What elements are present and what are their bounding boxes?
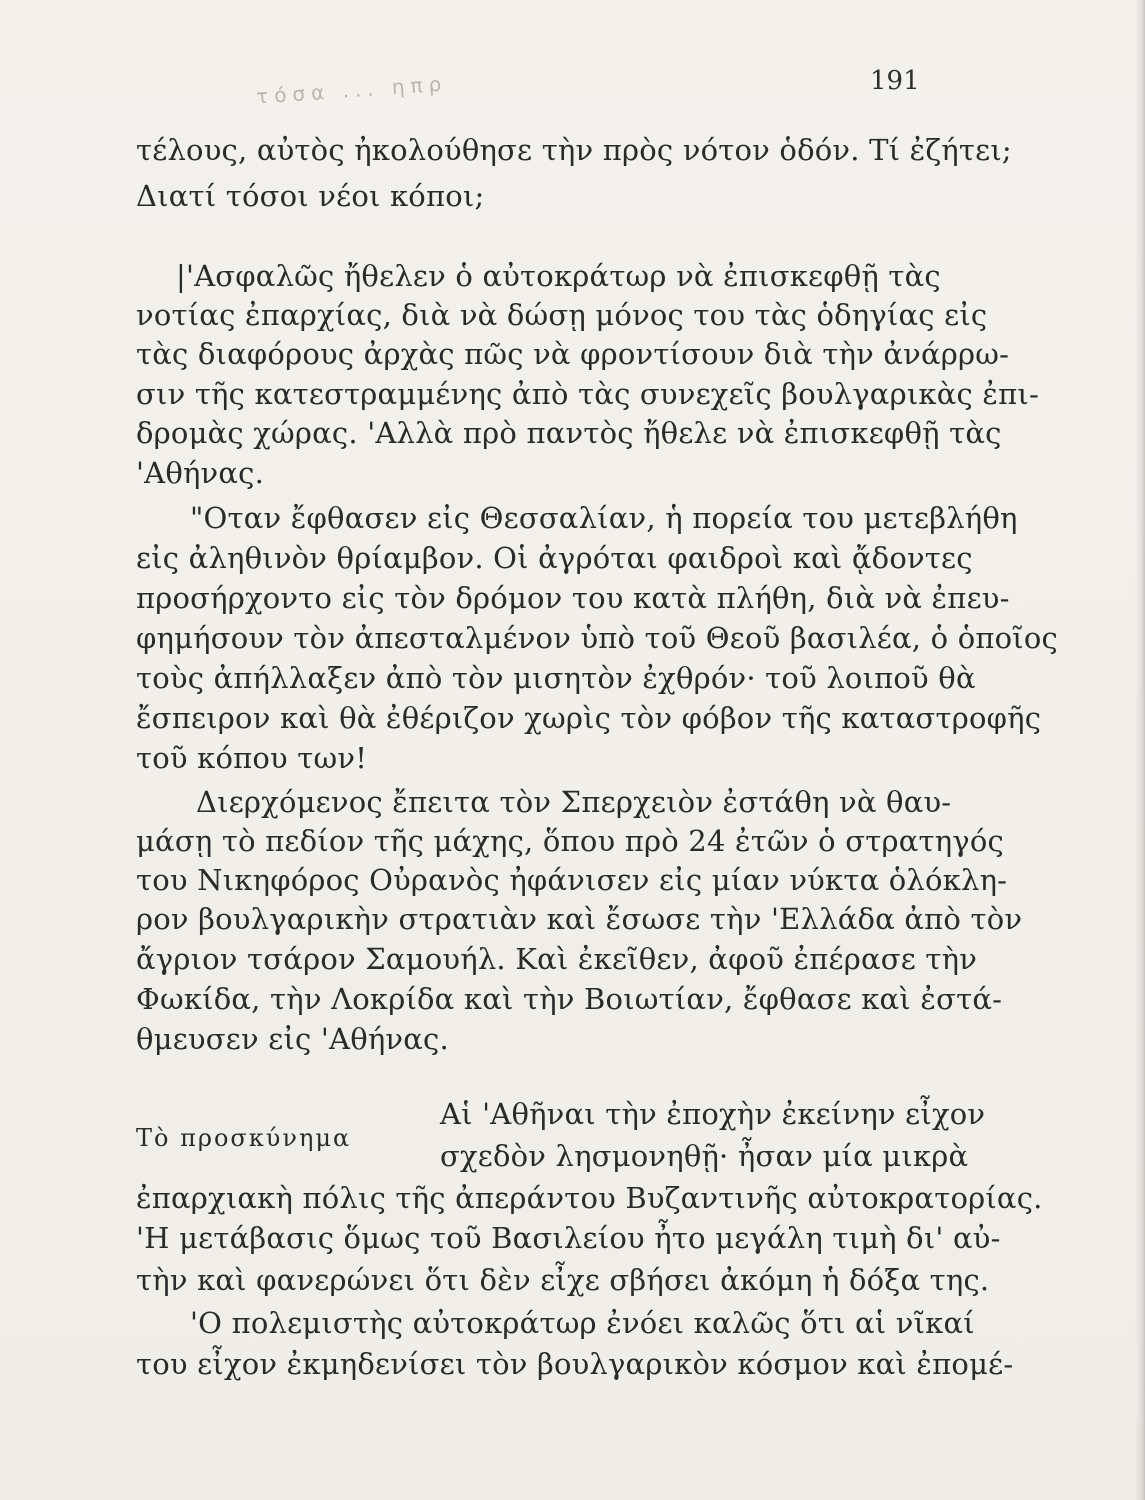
text-line: σχεδὸν λησμονηθῇ· ἦσαν μία μικρὰ bbox=[440, 1139, 969, 1173]
text-line: μάσῃ τὸ πεδίον τῆς μάχης, ὅπου πρὸ 24 ἐτῶν ὁ στρατηγός bbox=[136, 824, 1004, 858]
text-line: 'Αθήνας. bbox=[136, 456, 265, 490]
text-line: "Οταν ἔφθασεν εἰς Θεσσαλίαν, ἡ πορεία του μετεβλήθη bbox=[190, 501, 1018, 535]
text-line: τοὺς ἀπήλλαξεν ἀπὸ τὸν μισητὸν ἐχθρόν· τοῦ λοιποῦ θὰ bbox=[136, 661, 976, 695]
text-line: 'Ο πολεμιστὴς αὐτοκράτωρ ἐνόει καλῶς ὅτι αἱ νῖκαί bbox=[190, 1306, 975, 1340]
text-line: τὰς διαφόρους ἀρχὰς πῶς νὰ φροντίσουν διὰ τὴν ἀνάρρω- bbox=[136, 337, 1010, 371]
text-line: εἰς ἀληθινὸν θρίαμβον. Οἱ ἀγρόται φαιδροὶ καὶ ᾄδοντες bbox=[136, 541, 973, 575]
text-line: θμευσεν εἰς 'Αθήνας. bbox=[136, 1022, 449, 1056]
text-line: ρον βουλγαρικὴν στρατιὰν καὶ ἔσωσε τὴν 'Ελλάδα ἀπὸ τὸν bbox=[136, 902, 1023, 936]
text-line: Φωκίδα, τὴν Λοκρίδα καὶ τὴν Βοιωτίαν, ἔφθασε καὶ ἐστά- bbox=[136, 982, 1003, 1016]
text-line: του εἶχον ἐκμηδενίσει τὸν βουλγαρικὸν κόσμον καὶ ἐπομέ- bbox=[136, 1347, 1014, 1381]
text-line: ἐπαρχιακὴ πόλις τῆς ἀπεράντου Βυζαντινῆς αὐτοκρατορίας. bbox=[136, 1181, 1043, 1215]
text-line: δρομὰς χώρας. 'Αλλὰ πρὸ παντὸς ἤθελε νὰ ἐπισκεφθῇ τὰς bbox=[136, 416, 1002, 450]
text-line: ἔσπειρον καὶ θὰ ἐθέριζον χωρὶς τὸν φόβον τῆς καταστροφῆς bbox=[136, 701, 1042, 735]
text-line: Διατί τόσοι νέοι κόποι; bbox=[136, 179, 485, 213]
text-line: τοῦ κόπου των! bbox=[136, 741, 368, 775]
text-line: Αἱ 'Αθῆναι τὴν ἐποχὴν ἐκείνην εἶχον bbox=[440, 1097, 986, 1131]
text-line: προσήρχοντο εἰς τὸν δρόμον του κατὰ πλήθη, διὰ νὰ ἐπευ- bbox=[136, 581, 1010, 615]
text-line: 'Η μετάβασις ὅμως τοῦ Βασιλείου ἦτο μεγάλη τιμὴ δι' αὐ- bbox=[136, 1221, 1001, 1255]
text-line: Διερχόμενος ἔπειτα τὸν Σπερχειὸν ἐστάθη νὰ θαυ- bbox=[196, 785, 952, 819]
page-number: 191 bbox=[870, 66, 920, 96]
pencil-annotation: τόσα ... ηπρ bbox=[255, 71, 448, 109]
text-line: τὴν καὶ φανερώνει ὅτι δὲν εἶχε σβήσει ἀκόμη ἡ δόξα της. bbox=[136, 1263, 990, 1297]
text-line: |'Ασφαλῶς ἤθελεν ὁ αὐτοκράτωρ νὰ ἐπισκεφθῇ τὰς bbox=[176, 259, 941, 293]
text-line: ἄγριον τσάρον Σαμουήλ. Καὶ ἐκεῖθεν, ἀφοῦ ἐπέρασε τὴν bbox=[136, 942, 978, 976]
marginal-heading: Τὸ προσκύνημα bbox=[136, 1124, 352, 1152]
text-line: τέλους, αὐτὸς ἠκολούθησε τὴν πρὸς νότον ὁδόν. Τί ἐζήτει; bbox=[136, 133, 1012, 167]
text-line: σιν τῆς κατεστραμμένης ἀπὸ τὰς συνεχεῖς βουλγαρικὰς ἐπι- bbox=[136, 377, 1039, 411]
page-edge-shadow bbox=[1135, 0, 1145, 1500]
text-line: νοτίας ἐπαρχίας, διὰ νὰ δώσῃ μόνος του τὰς ὁδηγίας εἰς bbox=[136, 298, 988, 332]
text-line: του Νικηφόρος Οὐρανὸς ἠφάνισεν εἰς μίαν νύκτα ὁλόκλη- bbox=[136, 863, 1008, 897]
text-line: φημήσουν τὸν ἀπεσταλμένον ὑπὸ τοῦ Θεοῦ βασιλέα, ὁ ὁποῖος bbox=[136, 621, 1058, 655]
